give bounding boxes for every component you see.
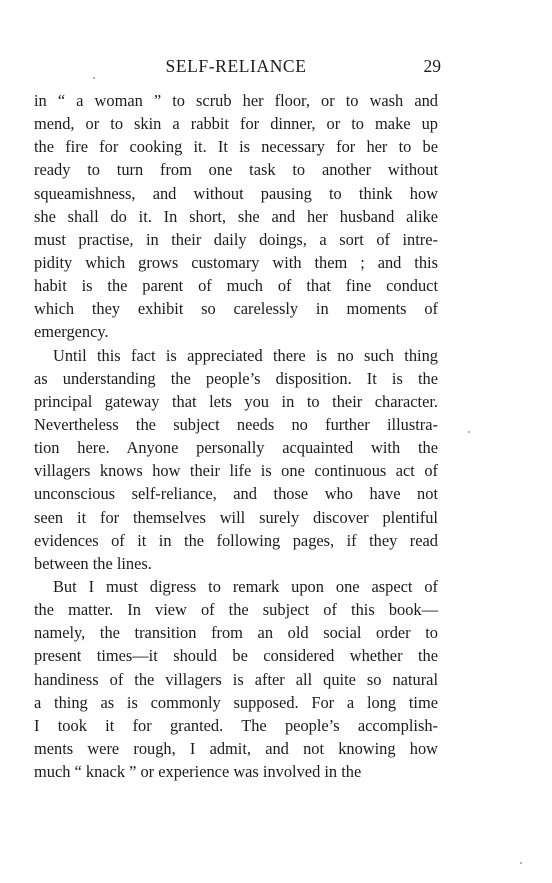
text-line: Nevertheless the subject needs no further illustra- (34, 414, 438, 434)
text-line: she shall do it. In short, she and her husband alike (34, 206, 438, 226)
text-line: seen it for themselves will surely discover plentiful (34, 507, 438, 527)
text-line: But I must digress to remark upon one aspect of (53, 576, 438, 596)
text-line: ready to turn from one task to another without (34, 160, 438, 180)
text-line: Until this fact is appreciated there is no such thing (53, 345, 438, 365)
text-line: the fire for cooking it. It is necessary for her to be (34, 137, 438, 157)
text-line: handiness of the villagers is after all quite so natural (34, 669, 438, 689)
paper-speck (93, 77, 95, 79)
running-head-title: SELF-RELIANCE (165, 56, 307, 76)
paragraph (34, 575, 438, 783)
text-line: must practise, in their daily doings, a sort of intre- (34, 229, 438, 249)
text-line: principal gateway that lets you in to their character. (34, 391, 438, 411)
page-number: 29 (423, 56, 441, 76)
text-line: in “ a woman ” to scrub her floor, or to wash and (34, 91, 438, 110)
text-line: evidences of it in the following pages, if they read (34, 530, 438, 550)
text-line: present times—it should be considered whether the (34, 646, 438, 666)
text-line: I took it for granted. The people’s accomplish- (34, 715, 438, 735)
text-line: ments were rough, I admit, and not knowing how (34, 738, 438, 758)
text-line: which they exhibit so carelessly in moments of (34, 299, 438, 319)
text-line: namely, the transition from an old social order to (34, 623, 438, 643)
paper-speck (520, 862, 522, 864)
text-line: unconscious self-reliance, and those who have not (34, 484, 438, 504)
text-line: much “ knack ” or experience was involved in the (34, 762, 362, 782)
paragraph (34, 89, 438, 344)
text-line: pidity which grows customary with them ; and this (34, 252, 438, 272)
text-line: emergency. (34, 322, 109, 342)
text-line: a thing as is commonly supposed. For a long time (34, 692, 438, 712)
text-line: squeamishness, and without pausing to think how (34, 183, 438, 203)
paper-speck (468, 431, 470, 433)
text-line: the matter. In view of the subject of this book— (34, 600, 438, 620)
text-line: as understanding the people’s disposition. It is the (34, 368, 438, 388)
body-text (34, 89, 438, 783)
paragraph (34, 344, 438, 575)
text-line: habit is the parent of much of that fine conduct (34, 276, 438, 296)
text-line: between the lines. (34, 553, 152, 573)
text-line: villagers knows how their life is one continuous act of (34, 461, 438, 481)
text-line: mend, or to skin a rabbit for dinner, or to make up (34, 114, 438, 134)
text-line: tion here. Anyone personally acquainted with the (34, 438, 438, 458)
